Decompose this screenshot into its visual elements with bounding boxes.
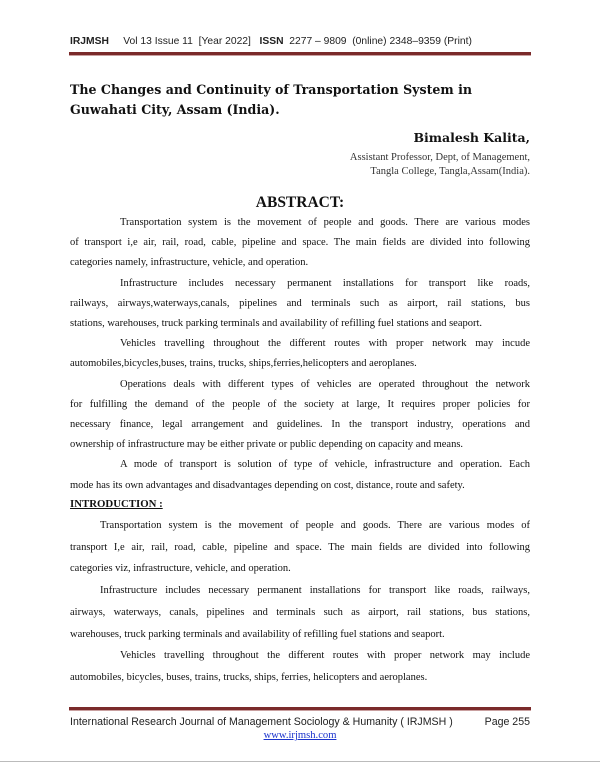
paragraph-line: necessary finance, legal arrangement and guidelines. In the transport industry, operations and [70,419,530,430]
volume-info: Vol 13 Issue 11 [Year 2022] [123,36,251,47]
paragraph-line: A mode of transport is solution of type of vehicle, infrastructure and operation. Each [120,459,530,471]
footer-rule [69,707,531,711]
paragraph-line: Transportation system is the movement of people and goods. There are various modes of [100,520,530,531]
paragraph-line: airways, waterways, canals, pipelines and terminals such as airport, rail stations, bus stations, [70,606,530,618]
paragraph-line: ownership of infrastructure may be either private or public depending on capacity and means. [70,439,464,451]
footer [70,716,530,728]
paragraph-line: automobiles,bicycles,buses, trains, trucks, ships,ferries,helicopters and aeroplanes. [70,358,417,370]
paragraph-line: mode has its own advantages and disadvantages depending on cost, distance, route and safety. [70,479,465,491]
paragraph-line: Vehicles travelling throughout the different routes with proper network may incude [120,338,530,350]
paragraph-line: Operations deals with different types of vehicles are operated throughout the network [120,378,530,390]
paragraph-line: automobiles, bicycles, buses, trains, trucks, ships, ferries, helicopters and aeroplanes. [70,671,428,683]
abstract-heading: ABSTRACT: [255,194,345,211]
paragraph-line: Infrastructure includes necessary permanent installations for transport like roads, [120,277,530,289]
paragraph-line: stations, warehouses, truck parking terminals and availability of refilling fuel stations and seaport. [70,318,483,329]
paragraph-line: Infrastructure includes necessary permanent installations for transport like roads, railways, [100,585,530,597]
paragraph-line: transport I,e air, rail, road, cable, pipeline and space. The main fields are divided into following [70,541,530,553]
author-name: Bimalesh Kalita, [413,130,530,145]
issn-value: 2277 – 9809 (0nline) 2348–9359 (Print) [289,36,472,47]
paragraph-line: categories viz, infrastructure, vehicle, and operation. [70,563,291,575]
paragraph-line: for fulfilling the demand of the people of the society at large, It requires proper policies for [70,398,530,410]
author-institution: Tangla College, Tangla,Assam(India). [370,166,530,177]
author-affiliation: Assistant Professor, Dept, of Management, [349,152,530,163]
paper-title: The Changes and Continuity of Transportation System in Guwahati City, Assam (India). [70,82,473,117]
paragraph-line: Vehicles travelling throughout the different routes with proper network may include [120,650,530,662]
paragraph-line: of transport i,e air, rail, road, cable, pipeline and space. The main fields are divided into following [70,237,530,249]
footer-journal: International Research Journal of Management Sociology & Humanity ( IRJMSH ) [70,716,453,728]
paragraph-line: warehouses, truck parking terminals and availability of refilling fuel stations and seaport. [70,628,445,640]
introduction-heading: INTRODUCTION : [70,498,163,510]
journal-abbrev: IRJMSH [70,36,109,47]
running-header [70,36,472,47]
paragraph-line: railways, airways,waterways,canals, pipelines and terminals such as airport, rail stations, bus [70,297,530,309]
page-edge [0,761,600,762]
issn-label: ISSN [259,36,284,47]
header-rule [69,52,531,56]
journal-link[interactable]: www.irjmsh.com [263,730,337,741]
page-number: Page 255 [484,716,530,728]
paragraph-line: categories namely, infrastructure, vehicle, and operation. [70,257,309,269]
paragraph-line: Transportation system is the movement of people and goods. There are various modes [120,217,530,228]
